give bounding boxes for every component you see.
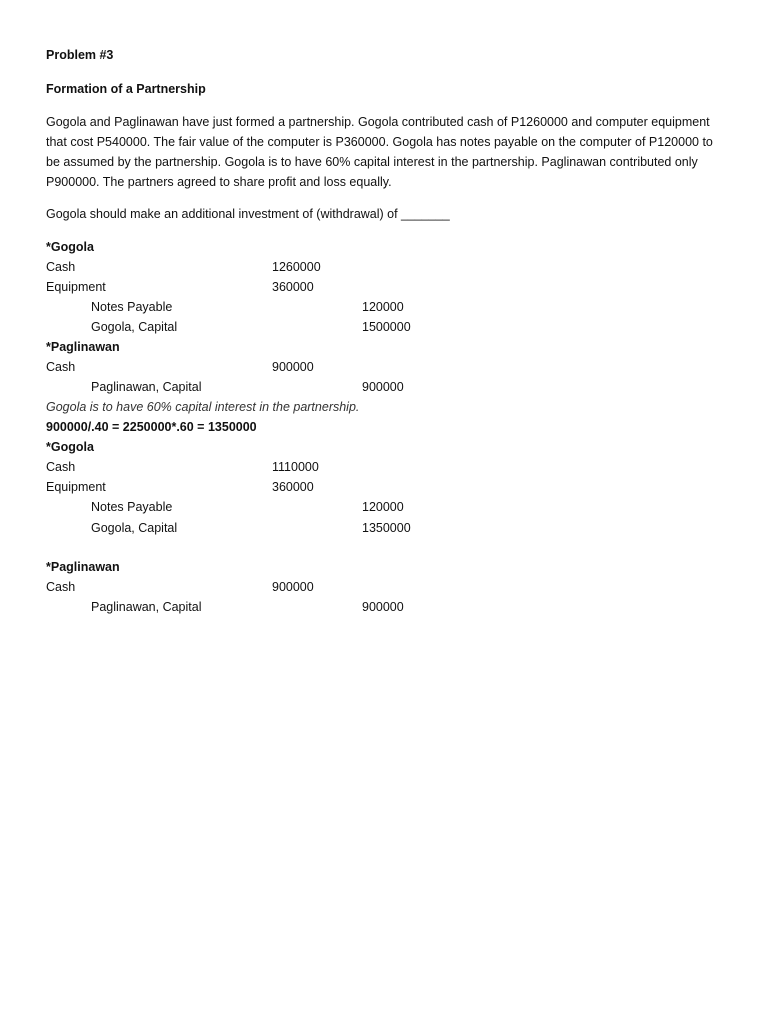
journal-row [0,359,768,375]
entry1-gogola-heading: *Gogola [46,240,94,254]
account-name: Cash [46,260,76,274]
account-name: Paglinawan, Capital [91,380,202,394]
computation-line: 900000/.40 = 2250000*.60 = 1350000 [46,420,257,434]
debit-amount: 1110000 [272,460,319,474]
account-name: Equipment [46,480,106,494]
credit-amount: 1500000 [362,320,411,334]
entry2-paglinawan-heading: *Paglinawan [46,560,120,574]
entry1-paglinawan-heading: *Paglinawan [46,340,120,354]
debit-amount: 360000 [272,480,314,494]
credit-amount: 1350000 [362,521,411,535]
account-name: Gogola, Capital [91,320,178,334]
account-name: Equipment [46,280,106,294]
entry2-gogola-heading: *Gogola [46,440,94,454]
section-title: Formation of a Partnership [46,82,206,96]
journal-row [0,579,768,595]
problem-title: Problem #3 [46,48,114,62]
debit-amount: 1260000 [272,260,321,274]
account-name: Cash [46,580,76,594]
account-name: Notes Payable [91,300,173,314]
debit-amount: 900000 [272,580,314,594]
credit-amount: 120000 [362,300,404,314]
debit-amount: 900000 [272,360,314,374]
account-name: Notes Payable [91,500,173,514]
account-name: Cash [46,460,76,474]
account-name: Cash [46,360,76,374]
journal-row [0,520,768,536]
account-name: Paglinawan, Capital [91,600,202,614]
journal-row [0,279,768,295]
debit-amount: 360000 [272,280,314,294]
journal-row [0,499,768,515]
question-text: Gogola should make an additional investment of (withdrawal) of _______ [46,207,450,221]
journal-row [0,319,768,335]
journal-row [0,599,768,615]
journal-row [0,379,768,395]
journal-row [0,259,768,275]
capital-interest-note: Gogola is to have 60% capital interest in the partnership. [46,400,360,414]
credit-amount: 900000 [362,600,404,614]
journal-row [0,459,768,475]
account-name: Gogola, Capital [91,521,178,535]
problem-paragraph: Gogola and Paglinawan have just formed a partnership. Gogola contributed cash of P1260000 and computer equipment that cost P540000. The fair value of the computer is P360000. Gogola has notes payable on the computer of P120000 to be assumed by the partnership. Gogola is to have 60% capital interest in the partnership. Paglinawan contributed only P900000. The partners agreed to share profit and loss equally. [46,115,713,189]
credit-amount: 900000 [362,380,404,394]
journal-row [0,479,768,495]
credit-amount: 120000 [362,500,404,514]
journal-row [0,299,768,315]
